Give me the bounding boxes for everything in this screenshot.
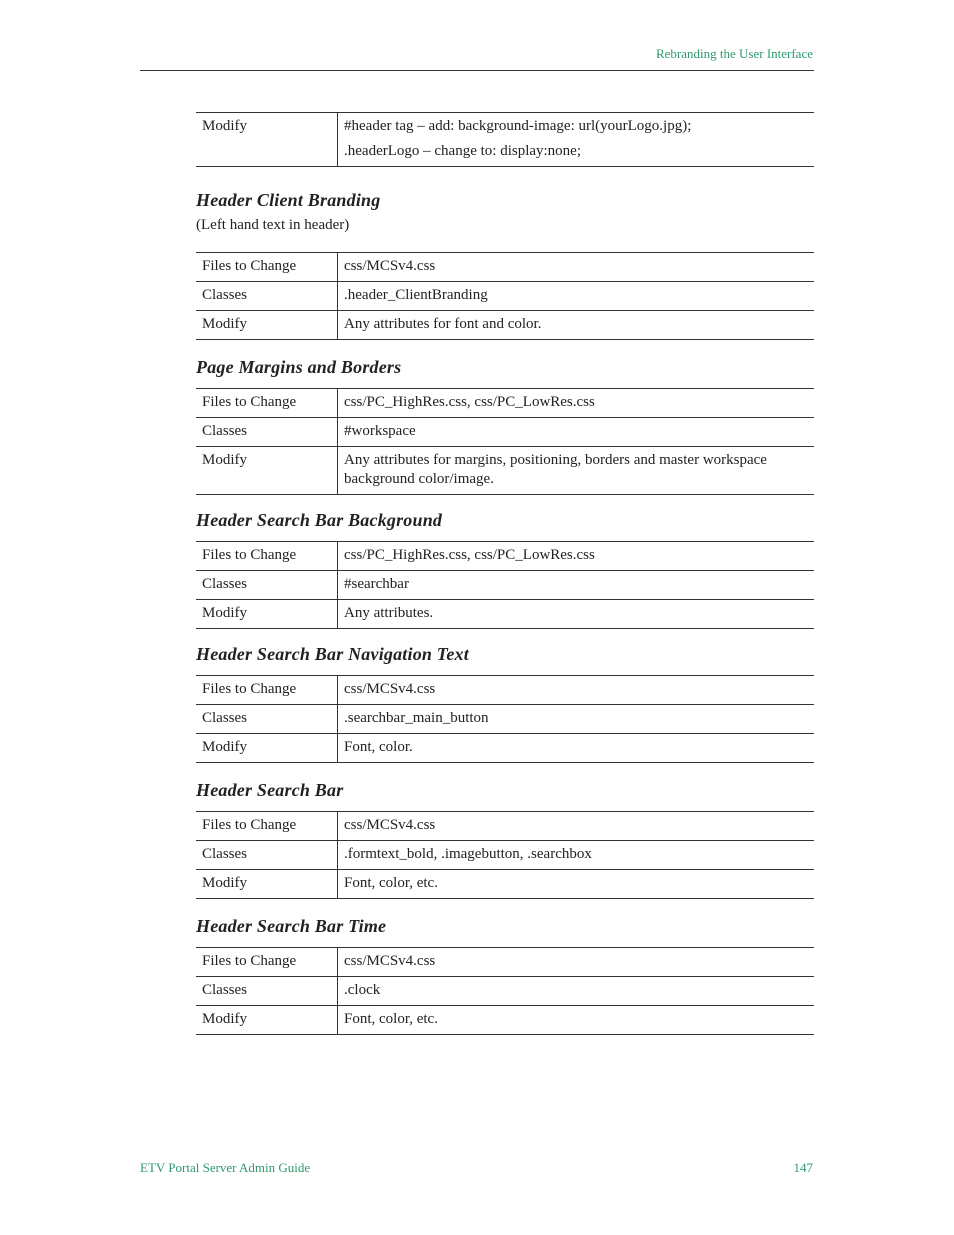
row-key: Modify	[196, 447, 338, 495]
value-line: #header tag – add: background-image: url(yourLogo.jpg);	[344, 118, 692, 134]
row-value: css/PC_HighRes.css, css/PC_LowRes.css	[338, 542, 815, 571]
table-row	[196, 870, 814, 899]
row-value: .clock	[338, 977, 815, 1006]
row-key: Classes	[196, 841, 338, 870]
table-row	[196, 948, 814, 977]
row-key: Files to Change	[196, 389, 338, 418]
table-row	[196, 600, 814, 629]
table-row	[196, 389, 814, 418]
spec-table	[196, 388, 814, 495]
row-key: Modify	[196, 311, 338, 340]
row-value: css/MCSv4.css	[338, 676, 815, 705]
table-row	[196, 282, 814, 311]
page-content	[196, 112, 814, 1035]
row-value: Any attributes.	[338, 600, 815, 629]
table-row	[196, 676, 814, 705]
table-row	[196, 253, 814, 282]
table-row	[196, 447, 814, 495]
table-row	[196, 1006, 814, 1035]
row-value: Font, color.	[338, 734, 815, 763]
section-header-search-bar	[196, 779, 814, 899]
row-key: Modify	[196, 113, 338, 167]
row-value: #searchbar	[338, 571, 815, 600]
table-row	[196, 734, 814, 763]
table-row	[196, 705, 814, 734]
row-key: Classes	[196, 977, 338, 1006]
page-number: 147	[793, 1160, 813, 1175]
section-header-client-branding	[196, 189, 814, 340]
header-rule	[140, 70, 814, 71]
table-row	[196, 311, 814, 340]
spec-table	[196, 541, 814, 629]
spec-table	[196, 811, 814, 899]
row-value: Font, color, etc.	[338, 1006, 815, 1035]
section-title: Page Margins and Borders	[196, 357, 402, 377]
row-value	[338, 113, 815, 167]
section-title: Header Search Bar Background	[196, 510, 443, 530]
table-row	[196, 977, 814, 1006]
row-value: .searchbar_main_button	[338, 705, 815, 734]
section-title: Header Search Bar Time	[196, 916, 387, 936]
row-key: Classes	[196, 571, 338, 600]
spec-table	[196, 947, 814, 1035]
table-row	[196, 841, 814, 870]
row-value: css/PC_HighRes.css, css/PC_LowRes.css	[338, 389, 815, 418]
row-key: Files to Change	[196, 676, 338, 705]
row-key: Modify	[196, 1006, 338, 1035]
row-key: Classes	[196, 418, 338, 447]
row-key: Classes	[196, 705, 338, 734]
row-value: css/MCSv4.css	[338, 253, 815, 282]
row-value: .formtext_bold, .imagebutton, .searchbox	[338, 841, 815, 870]
row-key: Modify	[196, 734, 338, 763]
table-row	[196, 542, 814, 571]
row-value: Any attributes for font and color.	[338, 311, 815, 340]
row-key: Files to Change	[196, 542, 338, 571]
section-note: (Left hand text in header)	[196, 217, 350, 233]
section-title: Header Search Bar Navigation Text	[196, 644, 469, 664]
row-key: Files to Change	[196, 948, 338, 977]
row-key: Modify	[196, 600, 338, 629]
spec-table	[196, 252, 814, 340]
table-row	[196, 812, 814, 841]
table-row	[196, 418, 814, 447]
row-value: .header_ClientBranding	[338, 282, 815, 311]
footer-guide-title: ETV Portal Server Admin Guide	[140, 1160, 311, 1175]
row-key: Modify	[196, 870, 338, 899]
section-header-search-bar-navigation-text	[196, 643, 814, 763]
row-value: Font, color, etc.	[338, 870, 815, 899]
value-line: .headerLogo – change to: display:none;	[344, 143, 582, 159]
section-title: Header Client Branding	[196, 190, 381, 210]
section-header-search-bar-background	[196, 509, 814, 629]
table-row	[196, 571, 814, 600]
spec-table	[196, 675, 814, 763]
section-header-search-bar-time	[196, 915, 814, 1035]
intro-table	[196, 112, 814, 167]
row-value: css/MCSv4.css	[338, 812, 815, 841]
row-value: #workspace	[338, 418, 815, 447]
row-value: css/MCSv4.css	[338, 948, 815, 977]
row-key: Files to Change	[196, 812, 338, 841]
row-key: Files to Change	[196, 253, 338, 282]
section-title: Header Search Bar	[196, 780, 344, 800]
table-row	[196, 113, 814, 167]
row-key: Classes	[196, 282, 338, 311]
running-head: Rebranding the User Interface	[655, 46, 813, 61]
section-page-margins-and-borders	[196, 356, 814, 495]
row-value: Any attributes for margins, positioning, borders and master workspace background color/image.	[338, 447, 815, 495]
